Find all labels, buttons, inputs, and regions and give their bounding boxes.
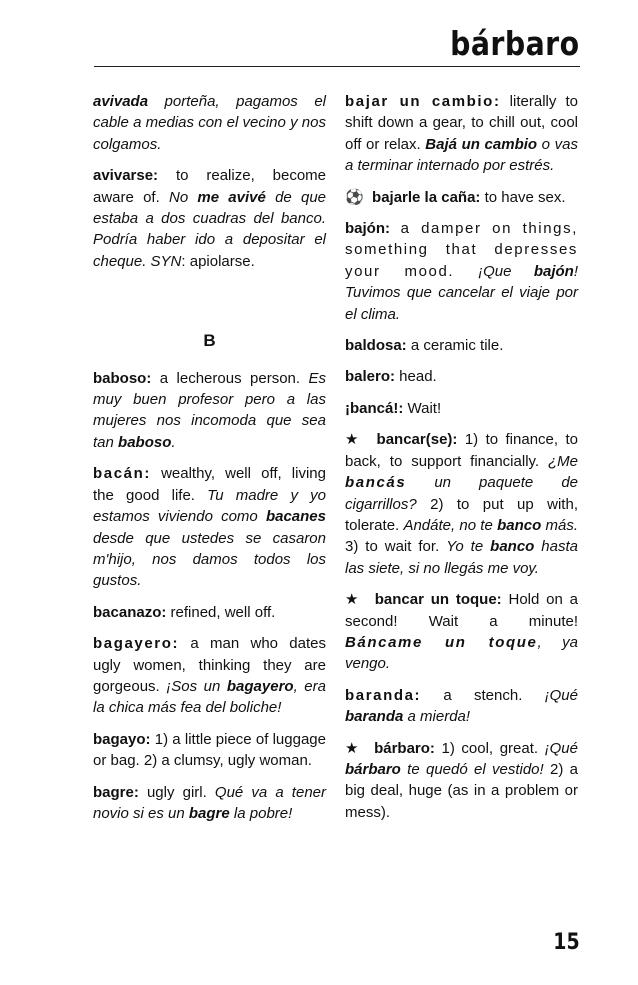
entry-definition: 2) a big deal, huge (as in a problem or mess).: [345, 760, 579, 821]
entry-bagre: [93, 782, 326, 825]
entry-bagayero: [93, 633, 326, 719]
entry-bancarse: [345, 429, 578, 579]
entry-headword: bacán:: [93, 465, 151, 483]
entry-example: un paquete de cigarrillos?: [345, 474, 578, 513]
entry-definition: Wait!: [403, 399, 442, 417]
entry-baboso: [93, 368, 326, 454]
entry-example: , ya vengo.: [345, 633, 578, 673]
entry-headword: baldosa:: [345, 337, 407, 355]
entry-bacan: [93, 463, 326, 591]
vulgar-marker-icon: ⚽: [345, 188, 364, 206]
entry-example: a mierda!: [403, 708, 471, 726]
entry-definition: a lecherous person.: [151, 369, 309, 387]
entry-definition: 3) to wait for.: [345, 538, 447, 556]
entry-bajon: [345, 218, 578, 325]
entry-bajar-un-cambio: [345, 91, 578, 177]
entry-banca: [345, 398, 578, 419]
entry-example: de que estaba a dos cuadras del banco. Podría haber ido a depositar el cheque. SYN: [93, 188, 327, 270]
entry-headword: bárbaro:: [374, 739, 435, 757]
entry-headword: bancar(se):: [376, 431, 458, 449]
entry-example: .: [171, 433, 176, 451]
entry-definition: 2) to put up with, tolerate.: [345, 495, 578, 534]
entry-definition: Hold on a second! Wait a minute!: [345, 591, 578, 630]
entry-avivarse: [93, 165, 326, 272]
entry-example-term: banco: [497, 516, 542, 534]
entry-bancar-un-toque: [345, 589, 578, 675]
entry-headword: bancar un toque:: [374, 591, 502, 609]
entry-example: ¿Me: [548, 452, 578, 470]
entry-definition: wealthy, well off, living the good life.: [93, 465, 326, 504]
entry-baldosa: [345, 335, 578, 356]
entry-example-term: bagre: [188, 804, 230, 822]
entry-example: porteña, pagamos el cable a medias con el vecino y nos colgamos.: [93, 93, 326, 153]
entry-headword: baranda:: [345, 686, 422, 704]
entry-baranda: [345, 685, 578, 728]
entry-example-term: bárbaro: [345, 760, 401, 778]
entry-headword: avivarse:: [93, 167, 159, 185]
entry-example-term: Báncame un toque: [345, 633, 538, 651]
left-column: [93, 91, 326, 834]
entry-example: ! Tuvimos que cancelar el viaje por el clima.: [345, 262, 578, 323]
entry-definition: refined, well off.: [166, 603, 276, 621]
entry-example: más.: [541, 516, 578, 534]
entry-definition: a stench.: [421, 686, 545, 704]
entry-headword: bagayero:: [93, 635, 180, 653]
entry-example-term: Bajá un cambio: [425, 135, 538, 153]
entry-headword: bagre:: [93, 783, 139, 801]
entry-headword: avivada: [93, 93, 149, 110]
entry-headword: bajar un cambio:: [345, 93, 501, 110]
section-letter: B: [203, 331, 216, 351]
entry-example: te quedó el vestido!: [400, 760, 544, 778]
entry-headword: bajón:: [345, 220, 390, 238]
entry-example-term: me avivé: [197, 188, 266, 206]
page-number: 15: [553, 930, 580, 955]
entry-example: desde que ustedes se casaron m'hijo, nos damos todos los gustos.: [93, 529, 326, 590]
entry-barbaro: [345, 738, 578, 824]
entry-definition: head.: [395, 368, 437, 386]
entry-example-term: bajón: [533, 262, 574, 280]
entry-balero: [345, 366, 578, 387]
entry-definition: to realize, become aware of.: [93, 167, 326, 206]
entry-example-term: banco: [490, 538, 535, 556]
entry-headword: bacanazo:: [93, 603, 167, 621]
entry-example: la pobre!: [229, 804, 293, 822]
entry-avivada: [93, 91, 326, 155]
entry-example: Qué va a tener novio si es un: [93, 783, 326, 822]
entry-definition: a man who dates ugly women, thinking they are gorgeous.: [93, 635, 326, 695]
entry-example: ¡Qué: [544, 739, 578, 757]
star-icon: ★: [345, 431, 362, 449]
entry-example-term: baranda: [345, 708, 404, 726]
right-column: [345, 91, 578, 833]
entry-example: ¡Qué: [544, 686, 578, 704]
entry-headword: bajarle la caña:: [372, 188, 481, 206]
entry-example-term: bancás: [345, 474, 407, 492]
entry-definition: literally to shift down a gear, to chill out, cool off or relax.: [345, 93, 578, 153]
entry-definition: a damper on things, something that depresses your mood.: [345, 220, 578, 280]
entry-definition: a ceramic tile.: [406, 337, 504, 355]
entry-example: Es muy buen profesor pero a las mujeres nos incomoda que sea tan: [93, 369, 326, 451]
entry-definition: 1) cool, great.: [434, 739, 545, 757]
entry-example: Andáte, no te: [403, 516, 498, 534]
entry-example: Tu madre y yo estamos viviendo como: [93, 486, 326, 526]
entry-headword: baboso:: [93, 369, 152, 387]
entry-example: No: [168, 188, 198, 206]
entry-definition: 1) to finance, to back, to support financially.: [345, 431, 578, 470]
entry-example: , era la chica más fea del boliche!: [93, 677, 326, 717]
entry-headword: balero:: [345, 368, 396, 386]
entry-definition: ugly girl.: [138, 783, 215, 801]
entry-example: ¡Sos un: [166, 677, 227, 695]
entry-synonym: : apiolarse.: [181, 252, 255, 270]
header-rule: [94, 66, 580, 67]
entry-bagayo: [93, 729, 326, 772]
entry-bajarle-la-cana: [345, 187, 578, 208]
entry-definition: 1) a little piece of luggage or bag. 2) a clumsy, ugly woman.: [93, 730, 326, 770]
entry-headword: bagayo:: [93, 730, 151, 748]
entry-bacanazo: [93, 602, 326, 623]
entry-example-term: bacanes: [265, 508, 326, 526]
entry-definition: to have sex.: [480, 188, 566, 206]
star-icon: ★: [345, 739, 361, 757]
entry-example-term: bagayero: [226, 677, 294, 695]
entry-example: Yo te: [446, 538, 491, 556]
entry-example: hasta las siete, si no llegás me voy.: [345, 538, 578, 577]
entry-example: ¡Que: [478, 262, 534, 280]
entry-example: o vas a terminar internado por estrés.: [345, 135, 578, 175]
entry-headword: ¡bancá!:: [345, 399, 404, 417]
guide-word: bárbaro: [450, 24, 580, 63]
star-icon: ★: [345, 591, 362, 609]
entry-example-term: baboso: [118, 433, 172, 451]
